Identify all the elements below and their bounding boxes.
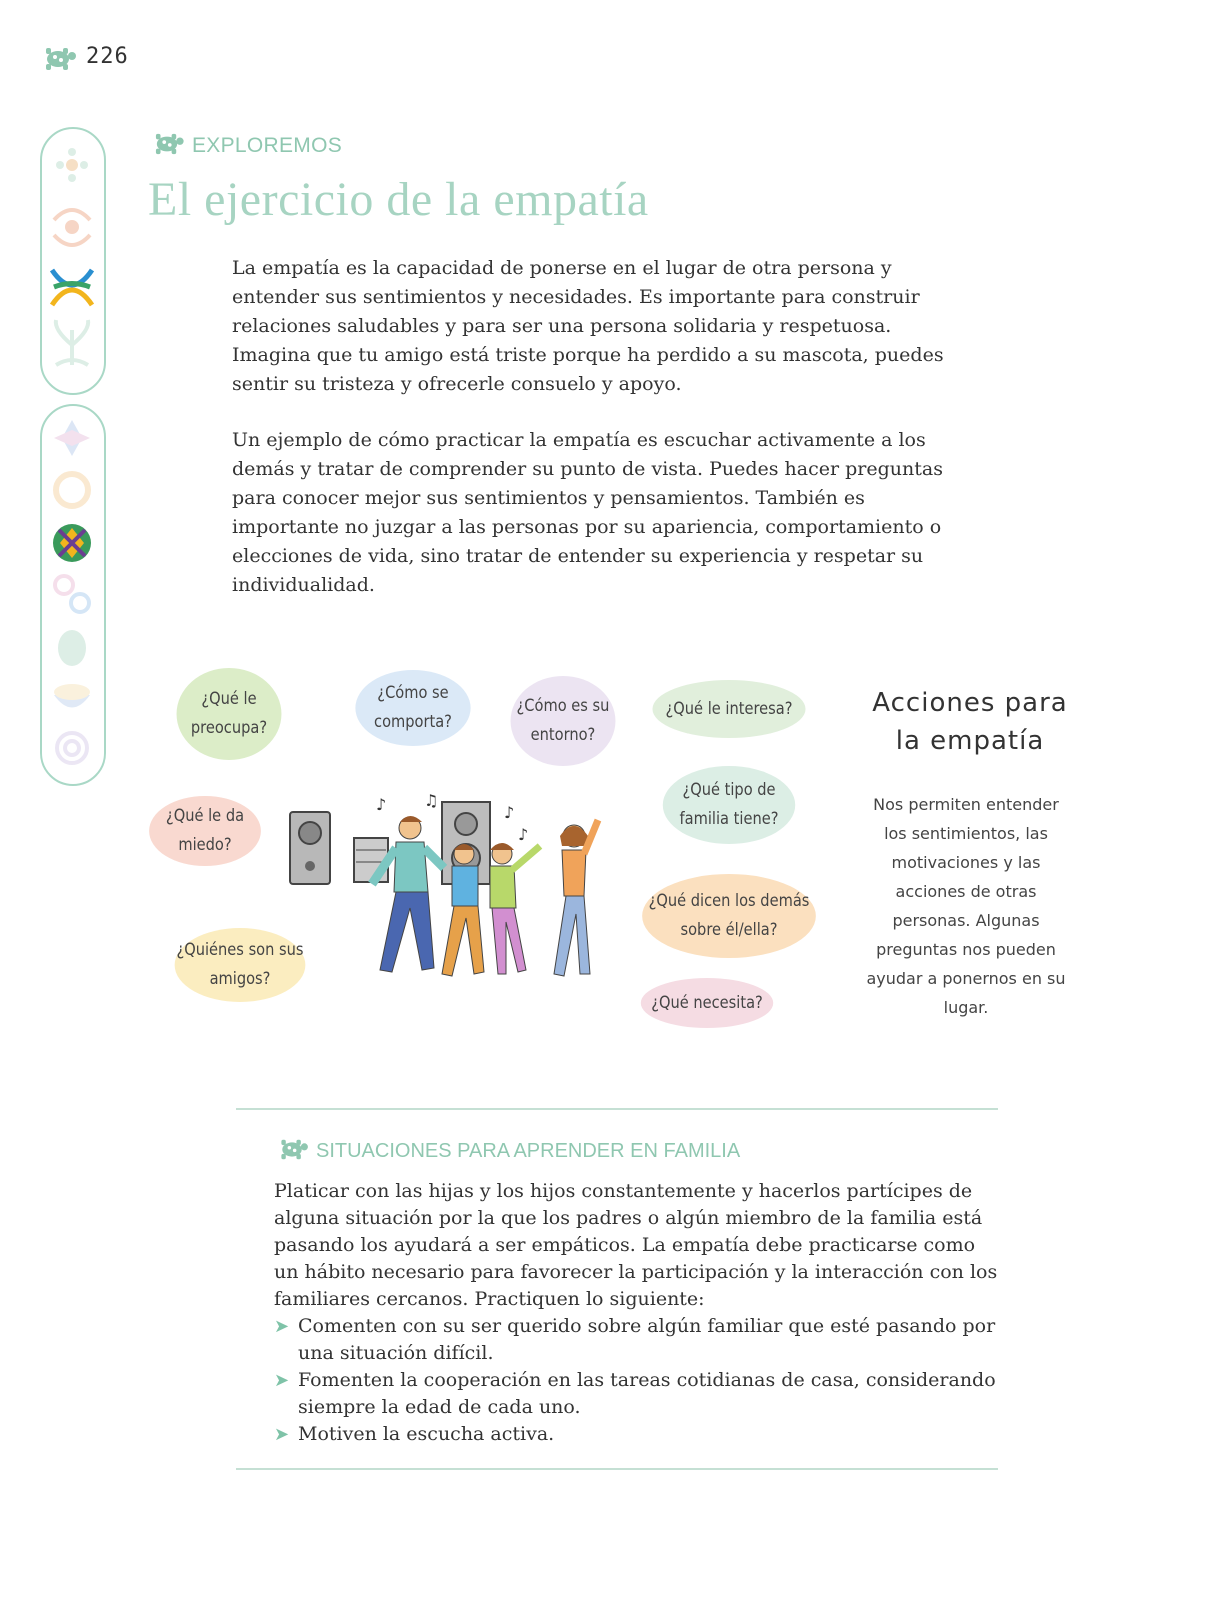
lotus-icon	[58, 630, 86, 666]
divider-bottom	[236, 1468, 998, 1470]
list-item: ➤ Comenten con su ser querido sobre algún familiar que esté pasando por una situación difícil.	[274, 1315, 996, 1364]
question-bubble: ¿Cómo es su entorno?	[511, 676, 616, 766]
svg-text:♫: ♫	[424, 791, 439, 810]
bowl-icon	[54, 684, 90, 708]
intro-paragraph-1: La empatía es la capacidad de ponerse en el lugar de otra persona y entender sus sentimientos y necesidades. Es importante para construir relaciones saludables y para ser una persona solidaria y respetuosa. Imagina que tu amigo está triste porque ha perdido a su mascota, puedes sentir su tristeza y ofrecerle consuelo y apoyo.	[232, 257, 944, 395]
familia-section-label: SITUACIONES PARA APRENDER EN FAMILIA	[316, 1140, 741, 1162]
flower-icon	[56, 148, 88, 182]
ring-icon	[56, 474, 88, 506]
question-bubble: ¿Quiénes son sus amigos?	[175, 928, 306, 1002]
question-bubble: ¿Cómo se comporta?	[355, 670, 470, 746]
question-bubble: ¿Qué le da miedo?	[149, 796, 261, 866]
acciones-title: Acciones para la empatía	[872, 688, 1068, 756]
question-bubble: ¿Qué tipo de familia tiene?	[663, 766, 795, 844]
arrow-bullet-icon: ➤	[274, 1316, 290, 1337]
familia-paragraph: Platicar con las hijas y los hijos constantemente y hacerlos partícipes de alguna situación por la que los padres o algún miembro de la familia está pasando los ayudará a ser empáticos. La empatía debe practicarse como un hábito necesario para favorecer la participación y la interacción con los familiares cercanos. Practiquen lo siguiente:	[274, 1180, 998, 1310]
person-girl	[490, 843, 540, 974]
section-label: EXPLOREMOS	[192, 134, 343, 157]
plant-icon	[56, 320, 88, 365]
speaker-icon	[290, 812, 330, 884]
question-bubble: ¿Qué le preocupa?	[177, 668, 282, 760]
question-bubble: ¿Qué le interesa?	[652, 680, 805, 738]
page-title: El ejercicio de la empatía	[148, 173, 649, 226]
question-bubble: ¿Qué necesita?	[641, 978, 773, 1028]
side-tab-icons	[42, 130, 102, 780]
acciones-body: Nos permiten entender los sentimientos, las motivaciones y las acciones de otras personas. Algunas preguntas nos pueden ayudar a ponernos en su lugar.	[866, 795, 1066, 1017]
star-icon	[54, 420, 90, 456]
divider-top	[236, 1108, 998, 1110]
turtle-icon	[274, 1138, 310, 1161]
person-mother	[554, 820, 598, 976]
svg-text:♪: ♪	[518, 825, 529, 844]
community-icon	[52, 270, 92, 305]
list-item: ➤ Fomenten la cooperación en las tareas cotidianas de casa, considerando siempre la edad de cada uno.	[274, 1369, 996, 1418]
arrow-bullet-icon: ➤	[274, 1424, 290, 1445]
dancer-icon	[54, 210, 90, 245]
svg-text:♪: ♪	[504, 803, 515, 822]
svg-text:♪: ♪	[376, 795, 387, 814]
dancing-family-illustration	[284, 788, 614, 988]
arrow-bullet-icon: ➤	[274, 1370, 290, 1391]
familia-list	[274, 1313, 1004, 1448]
link-icon	[55, 576, 89, 612]
question-bubble: ¿Qué dicen los demás sobre él/ella?	[642, 874, 816, 958]
turtle-icon	[38, 46, 78, 72]
intro-paragraph-2: Un ejemplo de cómo practicar la empatía es escuchar activamente a los demás y tratar de comprender su punto de vista. Puedes hacer preguntas para conocer mejor sus sentimientos y pensamientos. También es importante no juzgar a las personas por su apariencia, comportamiento o elecciones de vida, sino tratar de entender su experiencia y respetar su individualidad.	[232, 429, 943, 596]
turtle-icon	[148, 132, 186, 156]
list-item: ➤ Motiven la escucha activa.	[274, 1421, 1004, 1448]
page-number: 226	[86, 44, 129, 69]
spiral-icon	[57, 733, 87, 763]
compass-icon	[53, 524, 91, 562]
